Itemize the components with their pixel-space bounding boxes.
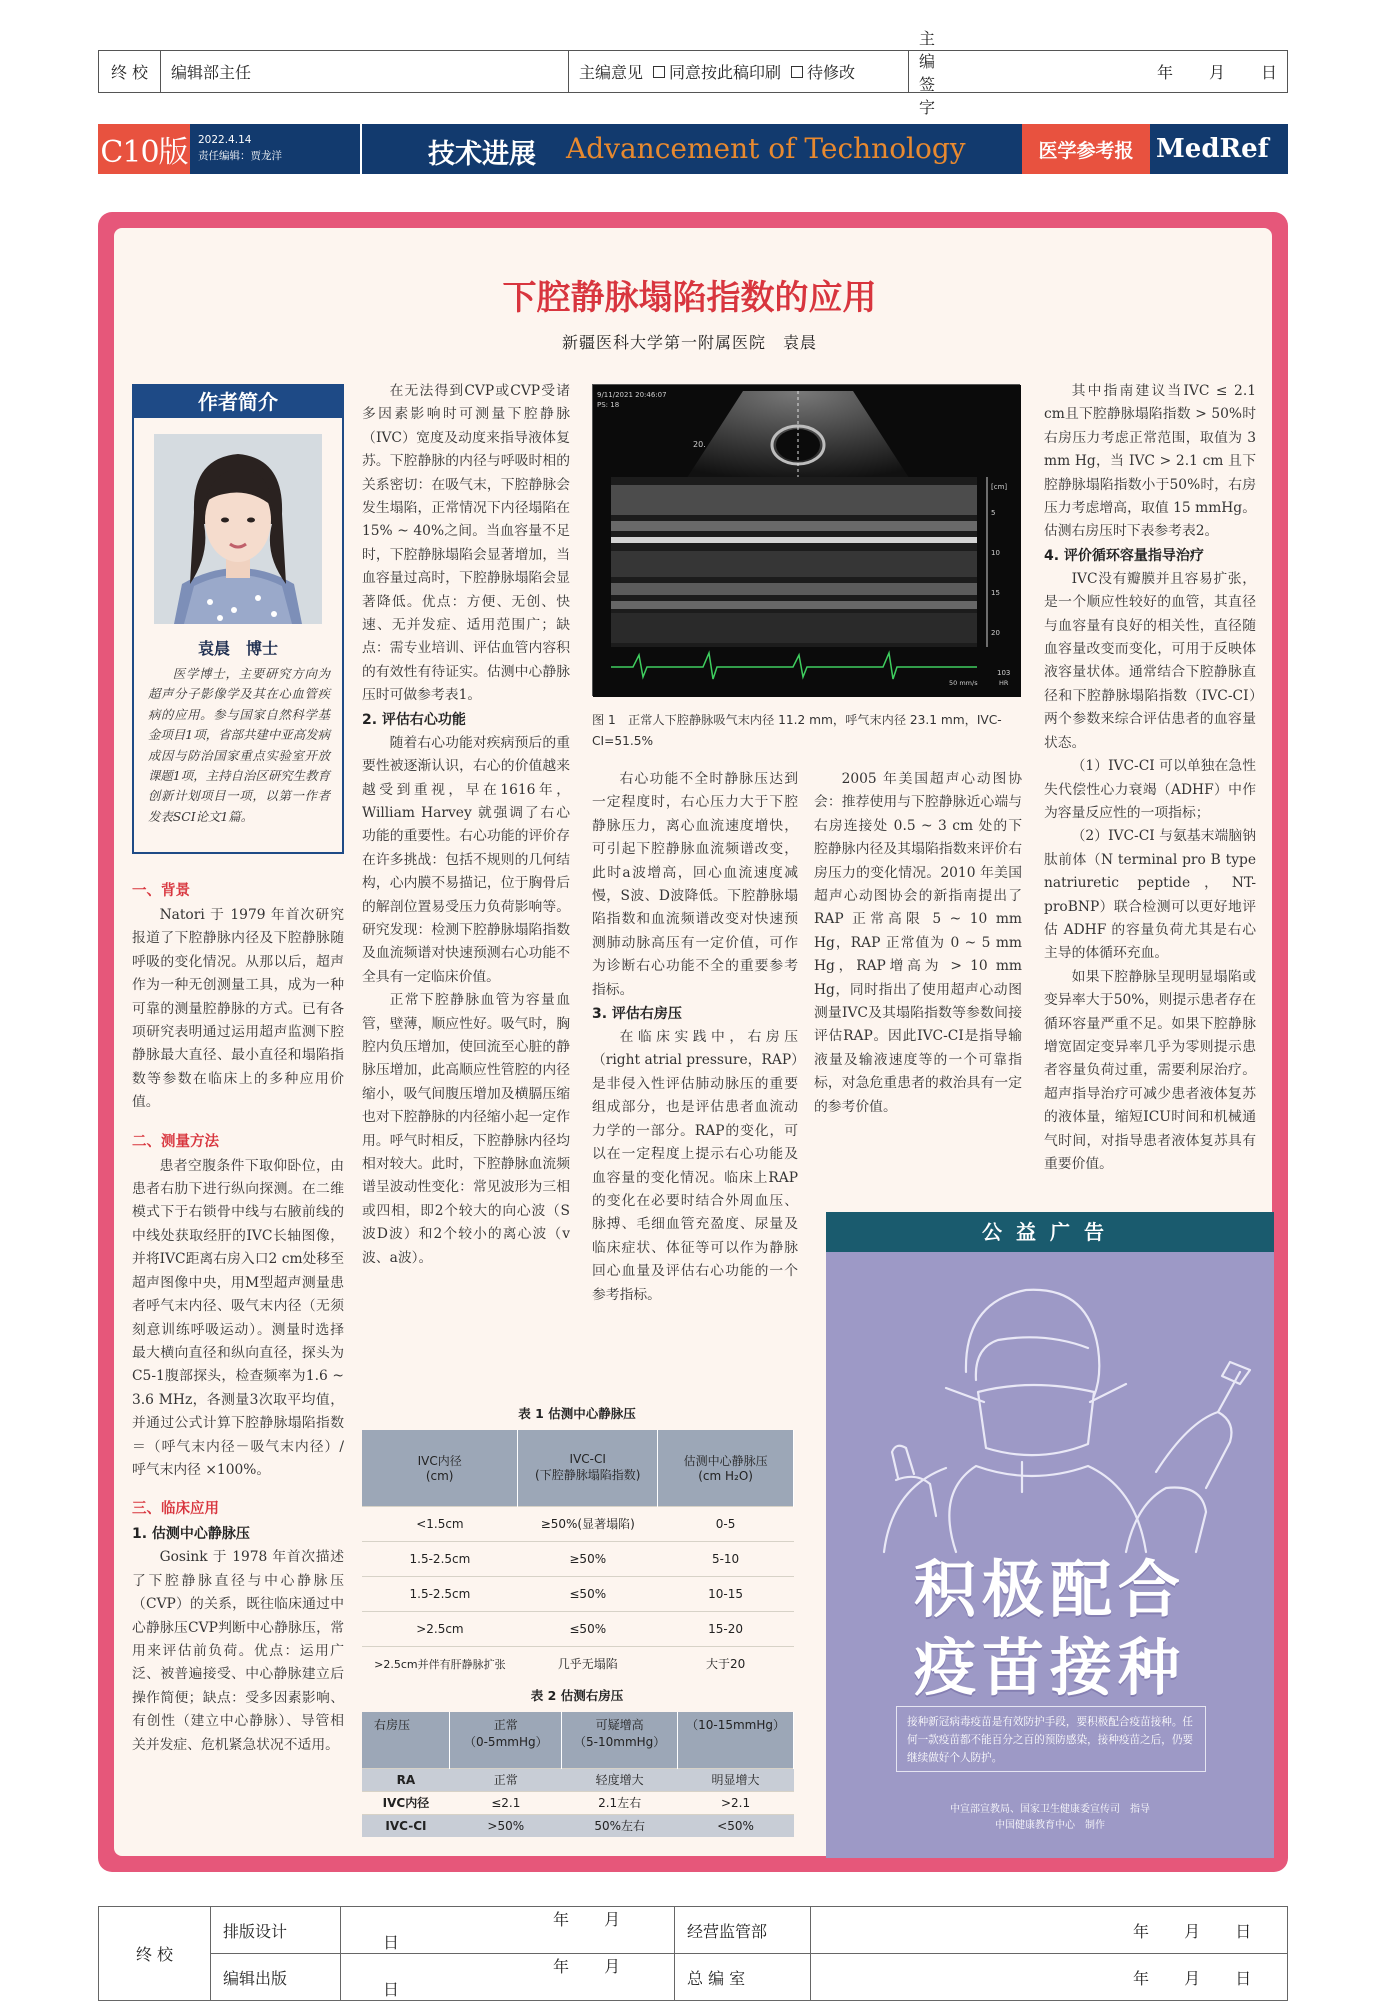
revise-option-label: 待修改	[807, 63, 856, 82]
approval-row-2	[99, 1954, 1288, 2001]
text-column-1	[132, 864, 344, 1834]
circulation-paragraph-3: （2）IVC-CI 与氨基末端脑钠肽前体（N terminal pro B type natriuretic peptide，NT-proBNP）联合检测可以更好地评估 ADHF 的容量负荷尤其是右心主导的体循环充血。	[1044, 828, 1256, 962]
rap-paragraph-3: 其中指南建议当IVC ≤ 2.1 cm且下腔静脉塌陷指数 > 50%时右房压力考虑正常范围，取值为 3 mm Hg，当 IVC > 2.1 cm 且下腔静脉塌陷指数小于50%时，右房压力考虑增高，取值 15 mmHg。估测右房压时下表参考表2。	[1044, 383, 1256, 540]
text-column-5	[1044, 380, 1256, 1200]
editor-director-text: 编辑部主任	[171, 63, 252, 82]
right-heart-paragraph-3: 右心功能不全时静脉压达到一定程度时，右心压力大于下腔静脉压力，离心血流速度增快，可引起下腔静脉血流频谱改变，此时a波增高，回心血流速度减慢，S波、D波降低。下腔静脉塌陷指数和血流频谱改变对快速预测肺动脉高压有一定价值，可作为诊断右心功能不全的重要参考指标。	[592, 771, 798, 998]
text-column-2	[362, 380, 570, 1370]
table-cell: >50%	[450, 1814, 562, 1837]
rap-heading: 3. 评估右房压	[592, 1006, 682, 1023]
chief-office-label: 总 编 室	[675, 1954, 811, 2001]
figure-heart-rate-unit: HR	[999, 679, 1009, 687]
rap-paragraph-1: 在临床实践中，右房压（right atrial pressure，RAP）是非侵入性评估肺动脉压的重要组成部分，也是评估患者血流动力学的一部分。RAP的变化，可以在一定程度上提示右心功能及血容量的变化情况。临床上RAP的变化在必要时结合外周血压、脉搏、毛细血管充盈度、尿量及临床症状、体征等可以作为静脉回心血量及评估右心功能的一个参考指标。	[592, 1029, 798, 1303]
circulation-paragraph-2: （1）IVC-CI 可以单独在急性失代偿性心力衰竭（ADHF）中作为容量反应性的一项指标；	[1044, 758, 1256, 821]
year-label: 年	[553, 1910, 570, 1929]
ad-slogan-line-2: 疫苗接种	[913, 1631, 1186, 1704]
table-cell: 正常	[450, 1768, 562, 1791]
table-cell: 15-20	[658, 1611, 794, 1646]
table1-header: IVC-CI (下腔静脉塌陷指数)	[518, 1430, 658, 1506]
table-cell: ≤50%	[518, 1576, 658, 1611]
table-cell: 5-10	[658, 1541, 794, 1576]
ultrasound-figure	[592, 384, 1020, 696]
masthead	[98, 124, 1288, 174]
month-label: 月	[1184, 1968, 1201, 1988]
ad-heading: 公益广告	[826, 1212, 1274, 1252]
table2-header: 正常 （0-5mmHg）	[450, 1712, 562, 1768]
article-byline: 新疆医科大学第一附属医院 袁晨	[561, 333, 817, 352]
month-label: 月	[1184, 1921, 1201, 1941]
table-cell: >2.5cm并伴有肝静脉扩张	[362, 1646, 518, 1681]
article-title: 下腔静脉塌陷指数的应用	[502, 278, 877, 318]
section-title-english: Advancement of Technology	[566, 132, 966, 165]
background-paragraph: Natori 于 1979 年首次研究报道了下腔静脉内径及下腔静脉随呼吸的变化情况。从那以后，超声作为一种无创测量工具，成为一种可靠的测量腔静脉的方式。已有各项研究表明通过运用超声监测下腔静脉最大直径、最小直径和塌陷指数等参数在临床上的多种应用价值。	[132, 907, 344, 1111]
figure-sweep-speed: 50 mm/s	[949, 679, 978, 687]
figure-tick: 15	[991, 589, 1000, 597]
table-cell: 0-5	[658, 1506, 794, 1541]
cvp-paragraph-2: 在无法得到CVP或CVP受诸多因素影响时可测量下腔静脉（IVC）宽度及动度来指导液体复苏。下腔静脉的内径与呼吸时相的关系密切：在吸气末，下腔静脉会发生塌陷，正常情况下内径塌陷在15% ~ 40%之间。当血容量不足时，下腔静脉塌陷会显著增加，当血容量过高时，下腔静脉塌陷会显著降低。优点：方便、无创、快速、无并发症、适用范围广；缺点：需专业培训、评估血管内容积的有效性有待证实。估测中心静脉压时可做参考表1。	[362, 383, 570, 704]
table2-header-row	[362, 1712, 794, 1768]
text-column-3	[592, 768, 798, 1392]
table-cell: 大于20	[658, 1646, 794, 1681]
table1-header-row	[362, 1430, 794, 1506]
approve-checkbox[interactable]	[653, 66, 665, 78]
table-cell: >2.5cm	[362, 1611, 518, 1646]
author-box-heading: 作者简介	[134, 386, 342, 418]
author-box	[132, 384, 344, 854]
table-cell: 几乎无塌陷	[518, 1646, 658, 1681]
method-heading: 二、测量方法	[132, 1133, 219, 1150]
table2-caption: 表 2 估测右房压	[530, 1688, 624, 1703]
responsible-editor: 责任编辑：贾龙洋	[198, 150, 282, 162]
day-label: 日	[383, 1980, 400, 1999]
table-row	[362, 1791, 794, 1814]
edit-publish-label: 编辑出版	[211, 1954, 341, 2001]
figure-scale-unit: [cm]	[991, 483, 1008, 491]
year-label: 年	[1133, 1921, 1150, 1941]
author-bio: 医学博士，主要研究方向为超声分子影像学及其在心血管疾病的应用。参与国家自然科学基金项目1项，省部共建中亚高发病成因与防治国家重点实验室开放课题1项，主持自治区研究生教育创新计划项目一项，以第一作者发表SCI论文1篇。	[148, 666, 330, 824]
final-check-label: 终 校	[99, 1907, 211, 2001]
layout-date-cell	[341, 1907, 675, 1954]
table1-header: 估测中心静脉压 (cm H₂O)	[658, 1430, 794, 1506]
ultrasound-image	[593, 385, 1021, 697]
layout-design-label: 排版设计	[211, 1907, 341, 1954]
table2-header: （10-15mmHg）	[678, 1712, 794, 1768]
author-portrait-illustration	[154, 434, 322, 624]
month-label: 月	[1208, 63, 1225, 82]
issue-meta	[198, 132, 282, 164]
table-cell: 10-15	[658, 1576, 794, 1611]
year-label: 年	[553, 1957, 570, 1976]
table2-header: 右房压	[362, 1712, 450, 1768]
table-cell: 轻度增大	[562, 1768, 678, 1791]
cvp-heading: 1. 估测中心静脉压	[132, 1526, 250, 1543]
table-cell: ≥50%(显著塌陷)	[518, 1506, 658, 1541]
year-label: 年	[1133, 1968, 1150, 1988]
text-column-4	[814, 768, 1022, 1204]
ad-credit-line-1: 中宣部宣教局、国家卫生健康委宣传司 指导	[950, 1804, 1150, 1815]
table-cell: >2.1	[678, 1791, 794, 1814]
table-cell: ≤2.1	[450, 1791, 562, 1814]
section-title: 技术进展	[428, 139, 536, 170]
table-row	[362, 1611, 794, 1646]
table-row	[362, 1576, 794, 1611]
masthead-divider	[360, 124, 362, 174]
method-paragraph: 患者空腹条件下取仰卧位，由患者右肋下进行纵向探测。在二维模式下于右锁骨中线与右腋前线的中线处获取经肝的IVC长轴图像，并将IVC距离右房入口2 cm处移至超声图像中央，用M型超声测量患者呼气末内径、吸气末内径（无须刻意训练呼吸运动）。测量时选择最大横向直径和纵向直径，探头为C5-1腹部探头，检查频率为1.6 ~ 3.6 MHz，各测量3次取平均值，并通过公式计算下腔静脉塌陷指数＝（呼气末内径－吸气末内径）/ 呼气末内径 ×100%。	[132, 1157, 344, 1478]
ad-body-text: 接种新冠病毒疫苗是有效防护手段，要积极配合疫苗接种。任何一款疫苗都不能百分之百的预防感染，接种疫苗之后，仍要继续做好个人防护。	[907, 1716, 1194, 1764]
supervise-label: 经营监管部	[675, 1907, 811, 1954]
brand-name-english: MedRef	[1156, 134, 1269, 164]
circulation-heading: 4. 评价循环容量指导治疗	[1044, 547, 1204, 564]
day-label: 日	[1260, 63, 1277, 82]
table-row	[362, 1506, 794, 1541]
author-name: 袁晨 博士	[197, 639, 278, 658]
table-cell: ≥50%	[518, 1541, 658, 1576]
year-label: 年	[1156, 63, 1173, 82]
figure-tick: 10	[991, 549, 1000, 557]
ad-slogan-line-1: 积极配合	[913, 1553, 1186, 1626]
approval-row-1	[99, 1907, 1288, 1954]
table1	[362, 1430, 794, 1681]
table-cell: 1.5-2.5cm	[362, 1541, 518, 1576]
table-cell: ≤50%	[518, 1611, 658, 1646]
table-cell: IVC-CI	[362, 1814, 450, 1837]
month-label: 月	[604, 1910, 621, 1929]
brand-name: 医学参考报	[1022, 124, 1150, 174]
day-label: 日	[1235, 1968, 1252, 1988]
figure-caption: 图 1 正常人下腔静脉吸气末内径 11.2 mm，呼气末内径 23.1 mm，IVC-CI=51.5%	[592, 713, 1002, 748]
chief-opinion-label: 主编意见	[578, 63, 643, 82]
chief-office-date-cell	[811, 1954, 1288, 2001]
right-heart-heading: 2. 评估右心功能	[362, 711, 466, 728]
figure-heart-rate: 103	[997, 669, 1011, 677]
circulation-paragraph-4: 如果下腔静脉呈现明显塌陷或变异率大于50%，则提示患者存在循环容量严重不足。如果下腔静脉增宽固定变异率几乎为零则提示患者容量负荷过重，需要利尿治疗。超声指导治疗可减少患者液体复苏的液体量，缩短ICU时间和机械通气时间，对指导患者液体复苏具有重要价值。	[1044, 968, 1256, 1172]
background-heading: 一、背景	[132, 883, 190, 899]
month-label: 月	[604, 1957, 621, 1976]
table-cell: <50%	[678, 1814, 794, 1837]
revise-checkbox[interactable]	[791, 66, 803, 78]
editor-director-label	[161, 51, 569, 92]
public-service-ad	[826, 1212, 1274, 1858]
table2	[362, 1712, 794, 1837]
author-photo	[154, 434, 322, 624]
figure-left-label: 20.	[693, 440, 706, 449]
day-label: 日	[1235, 1921, 1252, 1941]
edition-badge: C10版	[98, 124, 190, 174]
approve-option-label: 同意按此稿印刷	[668, 63, 781, 82]
cvp-paragraph-1: Gosink 于 1978 年首次描述了下腔静脉直径与中心静脉压（CVP）的关系，既往临床通过中心静脉压CVP判断中心静脉压，常用来评估前负荷。优点：运用广泛、被普遍接受、中心静脉建立后操作简便；缺点：受多因素影响、有创性（建立中心静脉）、导管相关并发症、危机紧急状况不适用。	[132, 1549, 344, 1753]
circulation-paragraph-1: IVC没有瓣膜并且容易扩张，是一个顺应性较好的血管，其直径与血容量有良好的相关性，直径随血容量改变而变化，可用于反映体液容量状体。通常结合下腔静脉直径和下腔静脉塌陷指数（IVC-CI）两个参数来综合评估患者的血容量状态。	[1044, 570, 1256, 751]
table-row	[362, 1814, 794, 1837]
table-cell: 50%左右	[562, 1814, 678, 1837]
supervise-date-cell	[811, 1907, 1288, 1954]
edit-date-cell	[341, 1954, 675, 2001]
table-row	[362, 1541, 794, 1576]
table-row	[362, 1768, 794, 1791]
table-cell: IVC内径	[362, 1791, 450, 1814]
clinical-heading: 三、临床应用	[132, 1501, 219, 1518]
figure-timestamp: 9/11/2021 20:46:07	[597, 391, 667, 399]
table1-header: IVC内径 (cm)	[362, 1430, 518, 1506]
table-cell: RA	[362, 1768, 450, 1791]
chief-sign-cell	[909, 28, 1287, 117]
approval-bar-bottom	[98, 1906, 1288, 2001]
vaccination-illustration	[826, 1252, 1274, 1552]
chief-sign-label: 主编签字	[918, 28, 935, 117]
rap-paragraph-2: 2005 年美国超声心动图协会：推荐使用与下腔静脉近心端与右房连接处 0.5 ~ 3 cm 处的下腔静脉内径及其塌陷指数来评价右房压力的变化情况。2010 年美国超声心动图协会的新指南提出了 RAP 正常高限 5 ~ 10 mm Hg，RAP 正常值为 0 ~ 5 mm Hg，RAP增高为 > 10 mm Hg，同时指出了使用超声心动图测量IVC及其塌陷指数等参数间接评估RAP。因此IVC-CI是指导输液量及输液速度等的一个可靠指标，对急危重患者的救治具有一定的参考价值。	[814, 771, 1022, 1115]
figure-tick: 5	[991, 509, 996, 517]
day-label: 日	[383, 1933, 400, 1952]
figure-ps: PS: 18	[597, 401, 620, 409]
table2-header: 可疑增高 （5-10mmHg）	[562, 1712, 678, 1768]
table-row	[362, 1646, 794, 1681]
issue-date: 2022.4.14	[198, 134, 252, 146]
table-cell: 明显增大	[678, 1768, 794, 1791]
ad-credit-line-2: 中国健康教育中心 制作	[995, 1820, 1105, 1831]
approval-bar-top	[98, 28, 1288, 117]
right-heart-paragraph-1: 随着右心功能对疾病预后的重要性被逐渐认识，右心的价值越来越受到重视，早在1616年，William Harvey 就强调了右心功能的重要性。右心功能的评价存在许多挑战：包括不规则的几何结构，心内膜不易描记，位于胸骨后的解剖位置易受压力负荷影响等。研究发现：检测下腔静脉塌陷指数及血流频谱对快速预测右心功能不全具有一定临床价值。	[362, 734, 570, 985]
table-cell: <1.5cm	[362, 1506, 518, 1541]
ad-body-box	[896, 1706, 1206, 1772]
table1-caption: 表 1 估测中心静脉压	[518, 1406, 636, 1421]
right-heart-paragraph-2: 正常下腔静脉血管为容量血管，壁薄，顺应性好。吸气时，胸腔内负压增加，使回流至心脏的静脉压增加，此高顺应性管腔的内径缩小，吸气间腹压增加及横膈压缩也对下腔静脉的内径缩小起一定作用。呼气时相反，下腔静脉内径均相对较大。此时，下腔静脉血流频谱呈波动性变化：常见波形为三相或四相，即2个较大的向心波（S波D波）和2个较小的离心波（v波、a波）。	[362, 992, 570, 1266]
figure-tick: 20	[991, 629, 1000, 637]
chief-opinion-cell	[569, 51, 909, 92]
final-check-label: 终 校	[99, 51, 161, 92]
table-cell: 2.1左右	[562, 1791, 678, 1814]
table-cell: 1.5-2.5cm	[362, 1576, 518, 1611]
